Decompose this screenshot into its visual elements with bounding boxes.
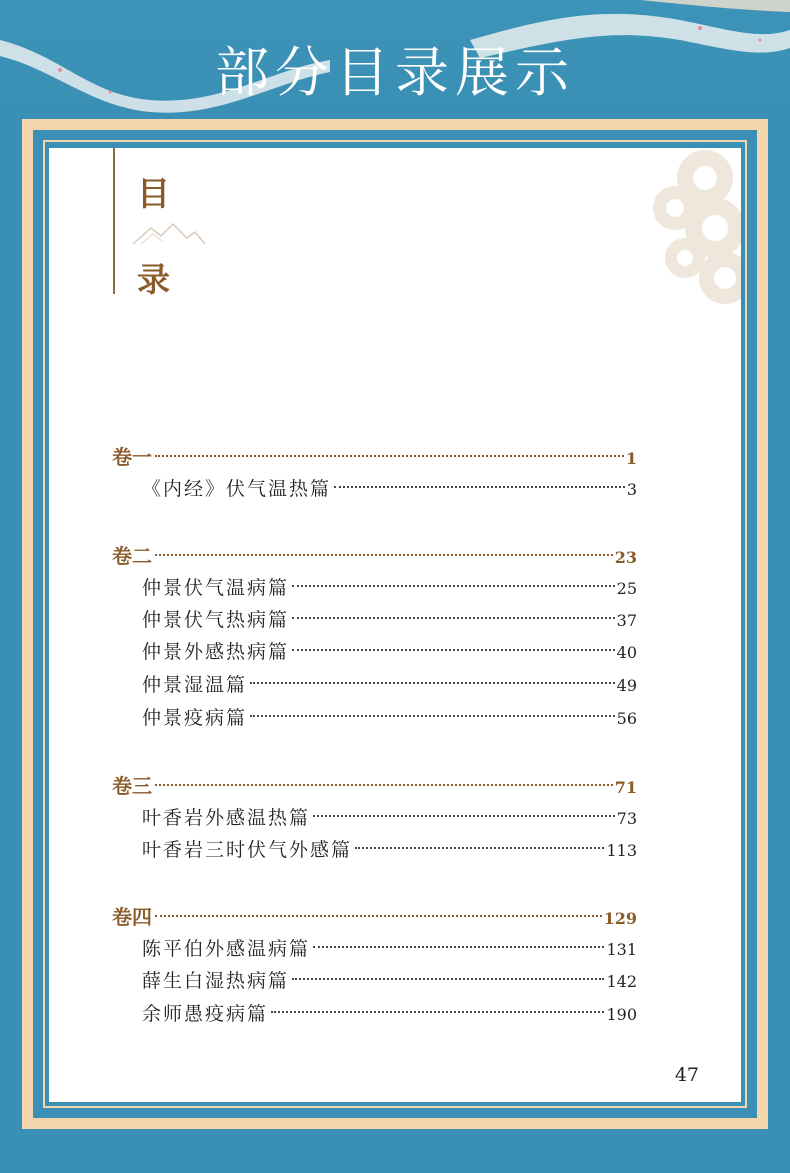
page-title: 部分目录展示 bbox=[215, 41, 575, 104]
toc-title: 卷一 bbox=[112, 445, 152, 469]
toc-title: 仲景外感热病篇 bbox=[142, 641, 290, 663]
dot-leader bbox=[292, 617, 615, 619]
dot-leader bbox=[292, 978, 604, 980]
toc-entry-row bbox=[142, 966, 637, 993]
toc-title: 卷二 bbox=[112, 544, 152, 568]
toc-entry-row bbox=[142, 670, 637, 697]
toc-title: 《内经》伏气温热篇 bbox=[142, 478, 332, 500]
dot-leader bbox=[313, 946, 604, 948]
toc-page-number: 190 bbox=[606, 1005, 637, 1024]
book-page bbox=[49, 148, 741, 1102]
toc-entry-row bbox=[142, 703, 637, 730]
toc-page-number: 1 bbox=[625, 449, 637, 468]
dot-leader bbox=[250, 682, 615, 684]
dot-leader bbox=[155, 554, 613, 556]
toc-title: 仲景疫病篇 bbox=[142, 707, 248, 729]
mountain-icon bbox=[131, 220, 207, 246]
heading-mu: 目 bbox=[137, 174, 170, 213]
toc-entry-row bbox=[142, 637, 637, 664]
toc-title: 薛生白湿热病篇 bbox=[142, 970, 290, 992]
dot-leader bbox=[292, 649, 615, 651]
toc-page-number: 23 bbox=[614, 548, 637, 567]
toc-page-number: 49 bbox=[616, 676, 637, 695]
toc-volume-row bbox=[112, 540, 637, 569]
toc-title: 叶香岩外感温热篇 bbox=[142, 807, 311, 829]
toc-entry-row bbox=[142, 835, 637, 862]
dot-leader bbox=[271, 1011, 604, 1013]
dot-leader bbox=[334, 486, 625, 488]
toc-page-number: 3 bbox=[626, 480, 637, 499]
toc-entry-row bbox=[142, 999, 637, 1026]
toc-page-number: 129 bbox=[603, 909, 637, 928]
cloud-pattern-icon bbox=[645, 148, 741, 308]
dot-leader bbox=[292, 585, 615, 587]
toc-page-number: 131 bbox=[606, 940, 637, 959]
page-number: 47 bbox=[674, 1064, 699, 1086]
dot-leader bbox=[155, 455, 624, 457]
toc-page-number: 142 bbox=[606, 972, 637, 991]
toc-entry-row bbox=[142, 605, 637, 632]
toc-title: 卷三 bbox=[112, 774, 152, 798]
toc-page-number: 71 bbox=[614, 778, 637, 797]
toc-entry-row bbox=[142, 934, 637, 961]
toc-page-number: 25 bbox=[616, 579, 637, 598]
toc-volume-row bbox=[112, 770, 637, 799]
heading-rule bbox=[113, 148, 115, 294]
toc-title: 陈平伯外感温病篇 bbox=[142, 938, 311, 960]
toc-title: 卷四 bbox=[112, 905, 152, 929]
dot-leader bbox=[355, 847, 604, 849]
toc-entry-row bbox=[142, 803, 637, 830]
toc-page-number: 56 bbox=[616, 709, 637, 728]
toc-title: 叶香岩三时伏气外感篇 bbox=[142, 839, 353, 861]
toc-title: 仲景伏气温病篇 bbox=[142, 577, 290, 599]
toc-title: 余师愚疫病篇 bbox=[142, 1003, 269, 1025]
dot-leader bbox=[313, 815, 615, 817]
dot-leader bbox=[250, 715, 615, 717]
dot-leader bbox=[155, 915, 602, 917]
toc-page-number: 73 bbox=[616, 809, 637, 828]
toc-entry-row bbox=[142, 474, 637, 501]
toc-page-number: 40 bbox=[616, 643, 637, 662]
toc-page-number: 37 bbox=[616, 611, 637, 630]
toc-title: 仲景伏气热病篇 bbox=[142, 609, 290, 631]
toc-title: 仲景湿温篇 bbox=[142, 674, 248, 696]
toc-page-number: 113 bbox=[606, 841, 637, 860]
toc-entry-row bbox=[142, 573, 637, 600]
dot-leader bbox=[155, 784, 613, 786]
toc-volume-row bbox=[112, 901, 637, 930]
toc-volume-row bbox=[112, 441, 637, 470]
heading-lu: 录 bbox=[137, 260, 170, 299]
